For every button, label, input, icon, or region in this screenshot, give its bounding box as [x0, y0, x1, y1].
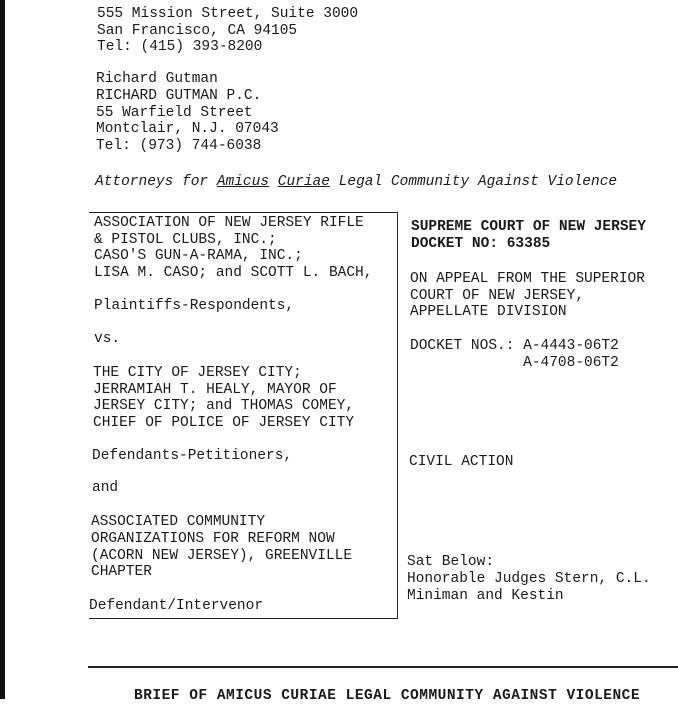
versus: vs.	[94, 331, 121, 347]
intervenor-line-2: ORGANIZATIONS FOR REFORM NOW	[91, 531, 335, 547]
plaintiff-line-3: CASO'S GUN-A-RAMA, INC.;	[94, 248, 303, 264]
court-name: SUPREME COURT OF NEW JERSEY	[411, 219, 646, 235]
defendant-line-2: JERRAMIAH T. HEALY, MAYOR OF	[93, 381, 337, 398]
plaintiff-line-1: ASSOCIATION OF NEW JERSEY RIFLE	[94, 215, 364, 231]
plaintiff-line-2: & PISTOL CLUBS, INC.;	[94, 231, 277, 248]
defendants-role: Defendants-Petitioners,	[92, 448, 293, 464]
plaintiff-line-4: LISA M. CASO; and SCOTT L. BACH,	[94, 264, 373, 281]
sat-below-label: Sat Below:	[407, 554, 495, 570]
page-left-edge	[0, 0, 5, 699]
sat-below-judges-2: Miniman and Kestin	[407, 588, 564, 604]
docket-nos-1: DOCKET NOS.: A-4443-06T2	[410, 338, 619, 354]
defendant-line-4: CHIEF OF POLICE OF JERSEY CITY	[93, 414, 355, 431]
intervenor-line-3: (ACORN NEW JERSEY), GREENVILLE	[91, 548, 353, 564]
amicus-word: Amicus	[216, 174, 270, 190]
curiae-word: Curiae	[277, 174, 330, 190]
counsel-1-city: San Francisco, CA 94105	[97, 22, 298, 39]
plaintiffs-role: Plaintiffs-Respondents,	[94, 298, 295, 314]
counsel-2-street: 55 Warfield Street	[96, 104, 253, 121]
defendant-line-1: THE CITY OF JERSEY CITY;	[93, 365, 302, 381]
docket-number: DOCKET NO: 63385	[411, 236, 551, 252]
appeal-line-3: APPELLATE DIVISION	[410, 304, 567, 320]
horizontal-rule	[88, 666, 678, 668]
counsel-2-firm: RICHARD GUTMAN P.C.	[96, 88, 262, 104]
appeal-line-2: COURT OF NEW JERSEY,	[410, 287, 585, 304]
defendant-line-3: JERSEY CITY; and THOMAS COMEY,	[93, 398, 355, 414]
attorneys-for-line	[95, 174, 617, 191]
intervenor-line-1: ASSOCIATED COMMUNITY	[91, 514, 266, 530]
brief-title-cut: BRIEF OF AMICUS CURIAE LEGAL COMMUNITY AGAINST VIOLENCE	[134, 688, 641, 704]
counsel-1-tel: Tel: (415) 393-8200	[97, 39, 263, 55]
attorneys-for-suffix: Legal Community Against Violence	[329, 174, 618, 190]
counsel-2-city: Montclair, N.J. 07043	[96, 121, 279, 137]
docket-nos-2: A-4708-06T2	[410, 354, 619, 371]
counsel-2-name: Richard Gutman	[96, 71, 218, 87]
intervenor-role: Defendant/Intervenor	[89, 598, 264, 614]
counsel-1-address: 555 Mission Street, Suite 3000	[97, 6, 359, 22]
intervenor-line-4: CHAPTER	[91, 564, 152, 580]
civil-action: CIVIL ACTION	[409, 454, 514, 470]
attorneys-for-prefix: Attorneys for	[95, 174, 217, 190]
appeal-line-1: ON APPEAL FROM THE SUPERIOR	[410, 271, 645, 287]
sat-below-judges-1: Honorable Judges Stern, C.L.	[407, 571, 651, 587]
and-word: and	[92, 480, 119, 496]
counsel-2-tel: Tel: (973) 744-6038	[96, 138, 262, 154]
